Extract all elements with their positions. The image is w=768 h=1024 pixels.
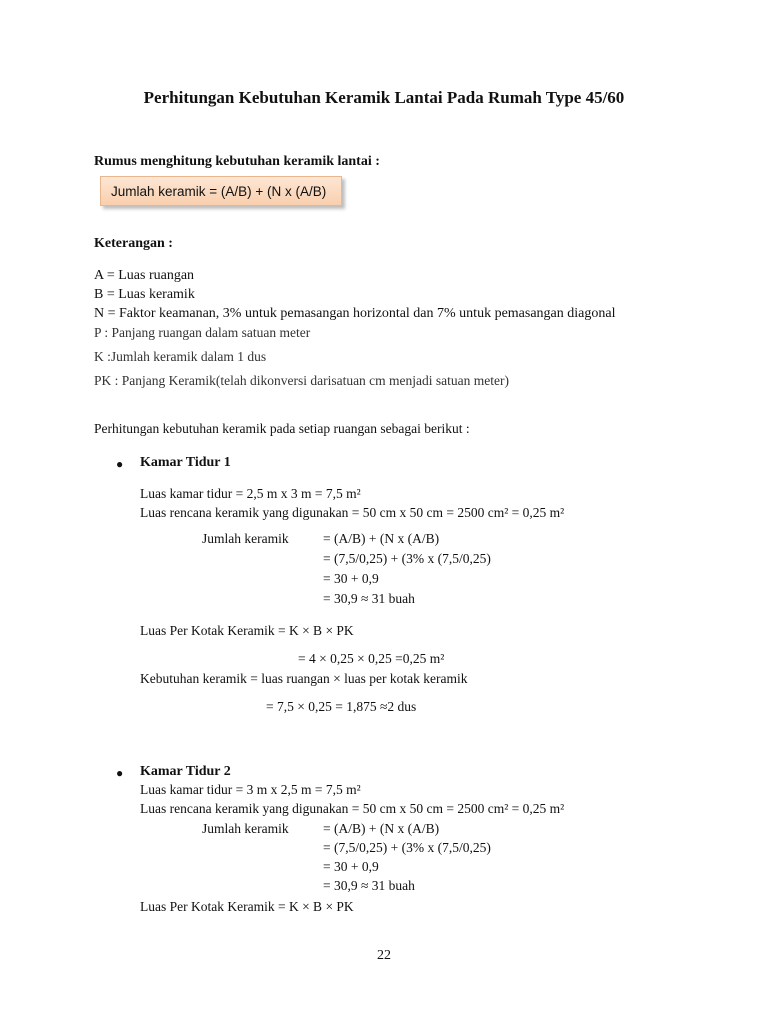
section-1-rencana: Luas rencana keramik yang digunakan = 50 cm x 50 cm = 2500 cm² = 0,25 m² — [140, 505, 565, 520]
section-2-calc-line: = 30,9 ≈ 31 buah — [323, 878, 415, 893]
section-1-per-kotak: Luas Per Kotak Keramik = K × B × PK — [140, 623, 354, 638]
intro-text: Perhitungan kebutuhan keramik pada setiap ruangan sebagai berikut : — [94, 421, 470, 436]
section-1-calc-line: = (7,5/0,25) + (3% x (7,5/0,25) — [323, 551, 491, 566]
bullet-icon: ● — [116, 457, 124, 471]
section-1-luas: Luas kamar tidur = 2,5 m x 3 m = 7,5 m² — [140, 486, 361, 501]
section-heading-1: Kamar Tidur 1 — [140, 455, 231, 470]
section-2-calc-line: = (A/B) + (N x (A/B) — [323, 821, 440, 836]
definition-a: A = Luas ruangan — [94, 268, 195, 283]
definition-b: B = Luas keramik — [94, 287, 195, 302]
section-2-per-kotak: Luas Per Kotak Keramik = K × B × PK — [140, 899, 354, 914]
section-2-calc-line: = 30 + 0,9 — [323, 859, 379, 874]
section-1-calc-line: = 30 + 0,9 — [323, 571, 379, 586]
section-2-luas: Luas kamar tidur = 3 m x 2,5 m = 7,5 m² — [140, 782, 361, 797]
page-title: Perhitungan Kebutuhan Keramik Lantai Pada Rumah Type 45/60 — [143, 88, 625, 107]
definition-n: N = Faktor keamanan, 3% untuk pemasangan horizontal dan 7% untuk pemasangan diagonal — [94, 306, 616, 321]
section-1-calc-line: = 30,9 ≈ 31 buah — [323, 591, 415, 606]
section-1-calc-label: Jumlah keramik — [202, 531, 289, 546]
section-1-kebutuhan: Kebutuhan keramik = luas ruangan × luas per kotak keramik — [140, 671, 468, 686]
formula-heading: Rumus menghitung kebutuhan keramik lantai : — [94, 154, 380, 169]
section-2-calc-label: Jumlah keramik — [202, 821, 289, 836]
definition-pk: PK : Panjang Keramik(telah dikonversi darisatuan cm menjadi satuan meter) — [94, 373, 509, 388]
section-1-calc-line: = (A/B) + (N x (A/B) — [323, 531, 440, 546]
section-heading-2: Kamar Tidur 2 — [140, 764, 231, 779]
section-1-kebutuhan-result: = 7,5 × 0,25 = 1,875 ≈2 dus — [266, 699, 417, 714]
definition-k: K :Jumlah keramik dalam 1 dus — [94, 349, 267, 364]
bullet-icon: ● — [116, 766, 124, 780]
section-1-per-kotak-result: = 4 × 0,25 × 0,25 =0,25 m² — [298, 651, 445, 666]
section-2-rencana: Luas rencana keramik yang digunakan = 50 cm x 50 cm = 2500 cm² = 0,25 m² — [140, 801, 565, 816]
section-2-calc-line: = (7,5/0,25) + (3% x (7,5/0,25) — [323, 840, 491, 855]
formula-box: Jumlah keramik = (A/B) + (N x (A/B) — [100, 176, 342, 206]
keterangan-heading: Keterangan : — [94, 236, 173, 251]
page-number: 22 — [377, 948, 391, 963]
definition-p: P : Panjang ruangan dalam satuan meter — [94, 325, 311, 340]
